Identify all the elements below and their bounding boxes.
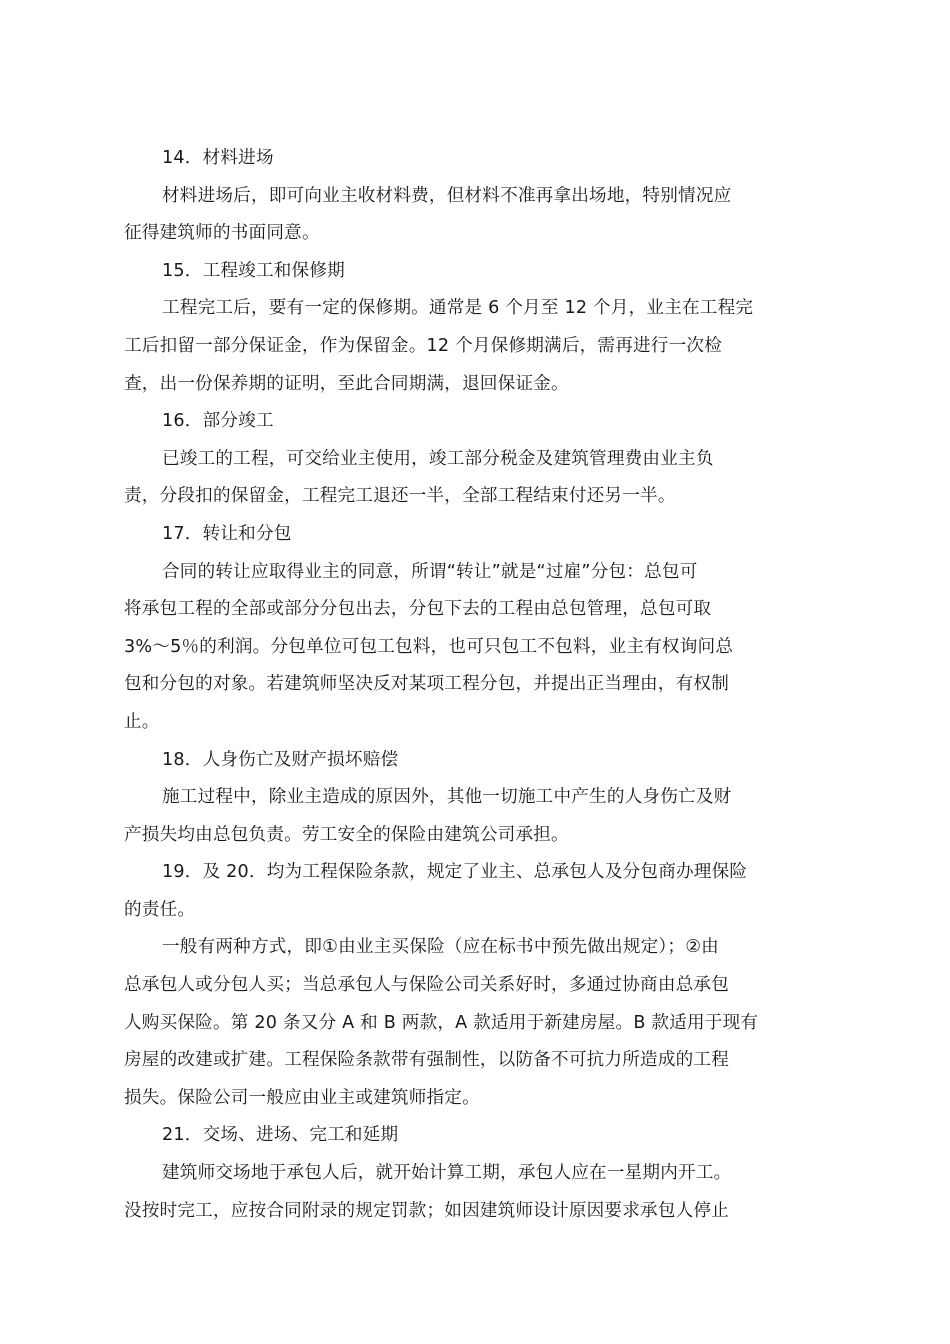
- paragraph-line: 合同的转让应取得业主的同意，所谓“转让”就是“过雇”分包：总包可: [162, 561, 698, 582]
- paragraph-line: 材料进场后，即可向业主收材料费，但材料不准再拿出场地，特别情况应: [162, 185, 732, 206]
- paragraph-line: 征得建筑师的书面同意。: [124, 223, 320, 244]
- paragraph-line: 总承包人或分包人买；当总承包人与保险公司关系好时，多通过协商由总承包: [124, 975, 729, 996]
- paragraph-line: 已竣工的工程，可交给业主使用，竣工部分税金及建筑管理费由业主负: [162, 448, 714, 469]
- paragraph-line: 责，分段扣的保留金，工程完工退还一半，全部工程结束付还另一半。: [124, 486, 676, 507]
- paragraph-line: 一般有两种方式，即①由业主买保险（应在标书中预先做出规定）；②由: [162, 937, 719, 958]
- paragraph-line: 3%～5％的利润。分包单位可包工包料，也可只包工不包料，业主有权询问总: [124, 636, 734, 657]
- paragraph-line: 将承包工程的全部或部分分包出去，分包下去的工程由总包管理，总包可取: [124, 599, 712, 620]
- paragraph-line: 止。: [124, 711, 160, 732]
- paragraph-line: 人购买保险。第 20 条又分 A 和 B 两款，A 款适用于新建房屋。B 款适用于现有: [124, 1012, 759, 1033]
- paragraph-line: 工程完工后，要有一定的保修期。通常是 6 个月至 12 个月，业主在工程完: [162, 298, 754, 319]
- paragraph-line: 损失。保险公司一般应由业主或建筑师指定。: [124, 1087, 480, 1108]
- document-body: [124, 140, 792, 1230]
- section-heading-15: 15．工程竣工和保修期: [162, 260, 345, 281]
- paragraph-line: 建筑师交场地于承包人后，就开始计算工期，承包人应在一星期内开工。: [162, 1163, 732, 1184]
- section-heading-16: 16．部分竣工: [162, 411, 274, 432]
- paragraph-line: 的责任。: [124, 899, 196, 920]
- paragraph-line: 施工过程中，除业主造成的原因外，其他一切施工中产生的人身伤亡及财: [162, 787, 732, 808]
- paragraph-line: 产损失均由总包负责。劳工安全的保险由建筑公司承担。: [124, 824, 569, 845]
- paragraph-line: 房屋的改建或扩建。工程保险条款带有强制性，以防备不可抗力所造成的工程: [124, 1050, 729, 1071]
- paragraph-line: 包和分包的对象。若建筑师坚决反对某项工程分包，并提出正当理由，有权制: [124, 674, 729, 695]
- section-heading-21: 21．交场、进场、完工和延期: [162, 1125, 399, 1146]
- section-heading-14: 14．材料进场: [162, 148, 274, 168]
- paragraph-line: 工后扣留一部分保证金，作为保留金。12 个月保修期满后，需再进行一次检: [124, 335, 722, 356]
- section-heading-18: 18．人身伤亡及财产损坏赔偿: [162, 749, 399, 770]
- paragraph-line: 查，出一份保养期的证明，至此合同期满，退回保证金。: [124, 373, 569, 394]
- paragraph-line: 没按时完工，应按合同附录的规定罚款；如因建筑师设计原因要求承包人停止: [124, 1200, 729, 1221]
- section-heading-17: 17．转让和分包: [162, 523, 292, 544]
- section-heading-19-20: 19．及 20．均为工程保险条款，规定了业主、总承包人及分包商办理保险: [162, 862, 748, 883]
